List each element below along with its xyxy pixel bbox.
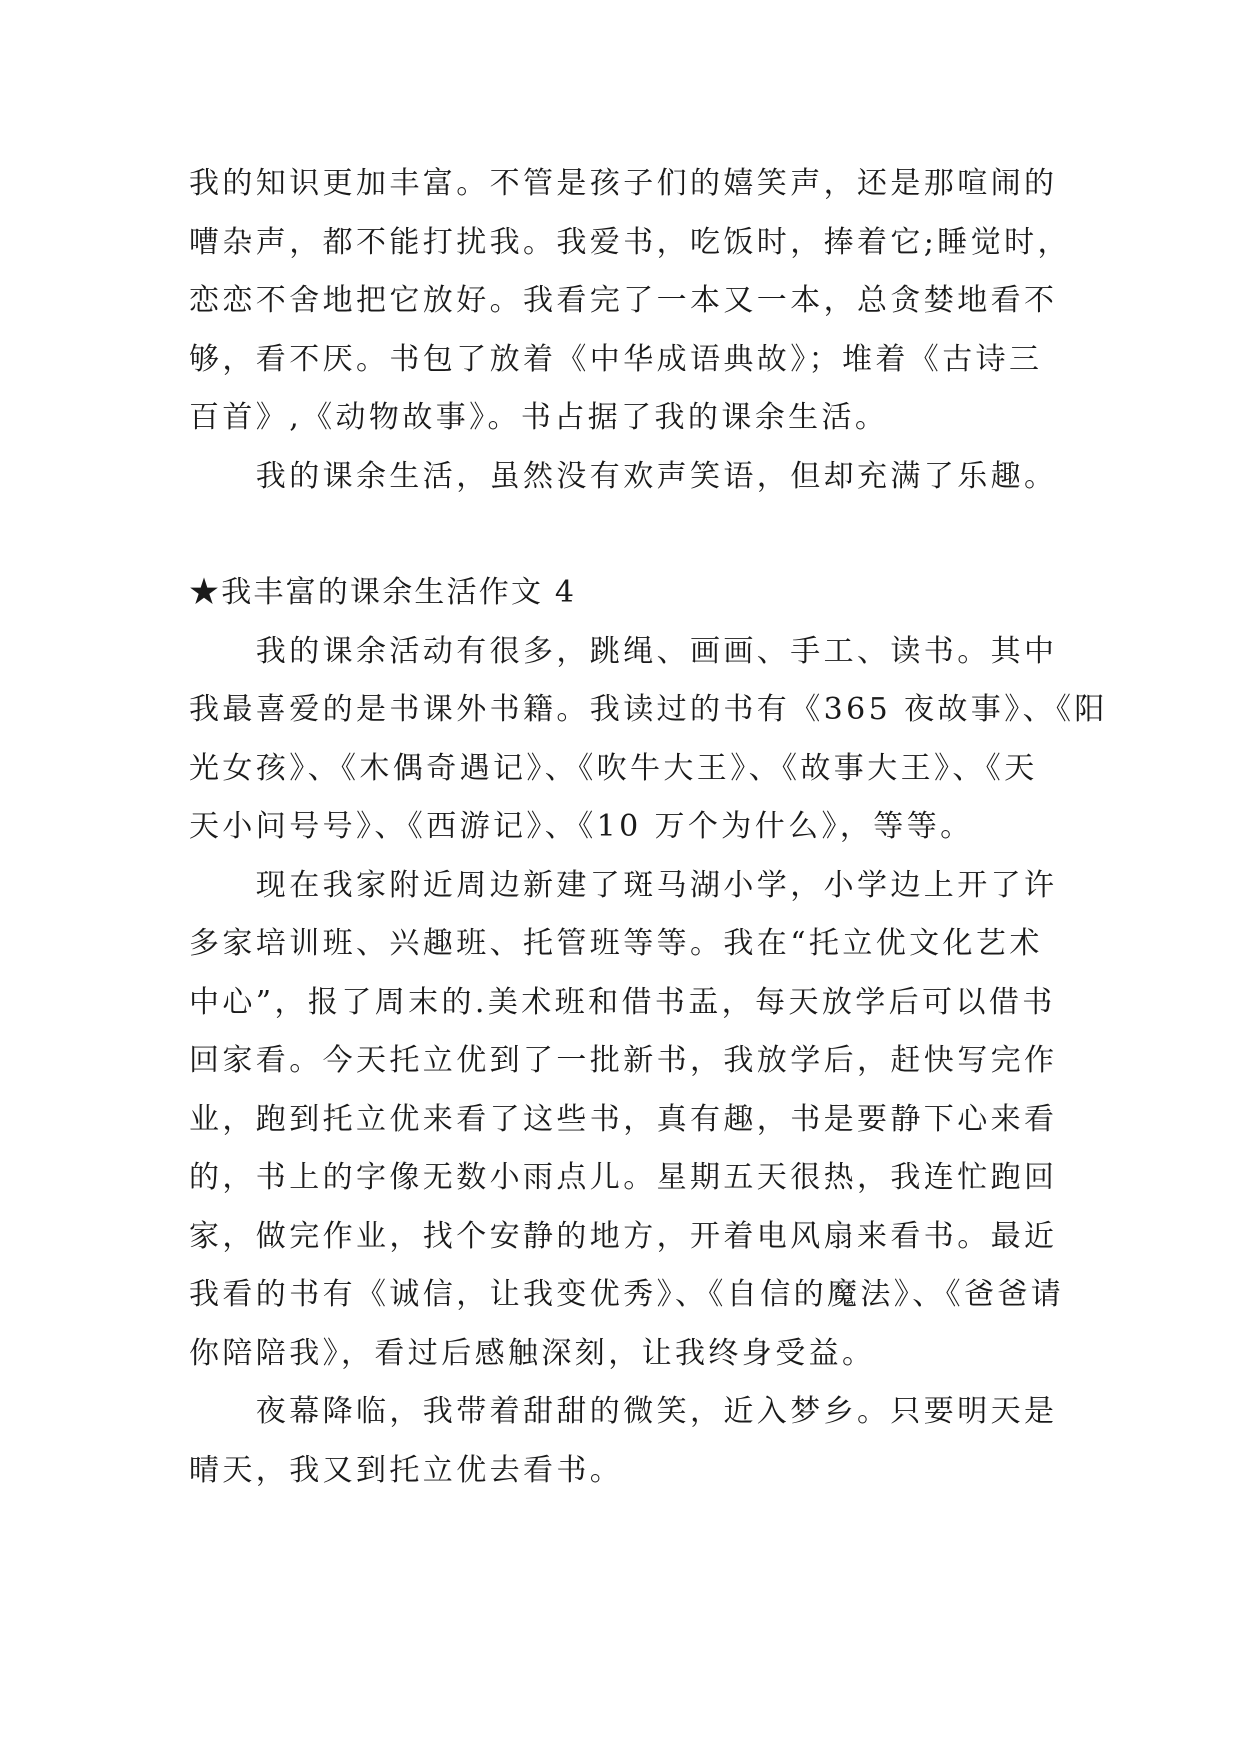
- text-line: 够，看不厌。书包了放着《中华成语典故》；堆着《古诗三: [189, 341, 1043, 377]
- text-line: 回家看。今天托立优到了一批新书，我放学后，赶快写完作: [189, 1043, 1058, 1078]
- text-line: 我看的书有《诚信，让我变优秀》、《自信的魔法》、《爸爸请: [189, 1277, 1065, 1312]
- text-line: 的，书上的字像无数小雨点儿。星期五天很热，我连忙跑回: [189, 1160, 1058, 1195]
- text-line: 晴天，我又到托立优去看书。: [189, 1452, 624, 1488]
- text-line: 我的课余活动有很多，跳绳、画画、手工、读书。其中: [189, 633, 1058, 669]
- text-line: 多家培训班、兴趣班、托管班等等。我在“托立优文化艺术: [189, 926, 1043, 961]
- text-line: 家，做完作业，找个安静的地方，开着电风扇来看书。最近: [189, 1218, 1058, 1254]
- section-heading: ★我丰富的课余生活作文 4: [189, 575, 577, 610]
- text-line: 我最喜爱的是书课外书籍。我读过的书有《365 夜故事》、《阳: [189, 692, 1108, 727]
- text-line: 恋恋不舍地把它放好。我看完了一本又一本，总贪婪地看不: [189, 283, 1058, 318]
- document-body: [189, 155, 1108, 1500]
- text-line: 天小问号号》、《西游记》、《10 万个为什么》，等等。: [189, 809, 974, 844]
- text-line: 业，跑到托立优来看了这些书，真有趣，书是要静下心来看: [189, 1101, 1058, 1137]
- text-line: 嘈杂声，都不能打扰我。我爱书，吃饭时，捧着它;睡觉时，: [189, 224, 1071, 260]
- text-line: 百首》,《动物故事》。书占据了我的课余生活。: [189, 400, 889, 435]
- text-line: 夜幕降临，我带着甜甜的微笑，近入梦乡。只要明天是: [189, 1394, 1058, 1429]
- text-line: 现在我家附近周边新建了斑马湖小学，小学边上开了许: [189, 867, 1058, 903]
- paragraph-gap: [189, 506, 1069, 564]
- text-line: 你陪陪我》，看过后感触深刻，让我终身受益。: [189, 1335, 876, 1371]
- text-line: 我的课余生活，虽然没有欢声笑语，但却充满了乐趣。: [189, 458, 1058, 494]
- text-line: 光女孩》、《木偶奇遇记》、《吹牛大王》、《故事大王》、《天: [189, 750, 1038, 786]
- text-line: 中心”，报了周末的.美术班和借书盂，每天放学后可以借书: [189, 984, 1056, 1020]
- text-line: 我的知识更加丰富。不管是孩子们的嬉笑声，还是那喧闹的: [189, 166, 1058, 201]
